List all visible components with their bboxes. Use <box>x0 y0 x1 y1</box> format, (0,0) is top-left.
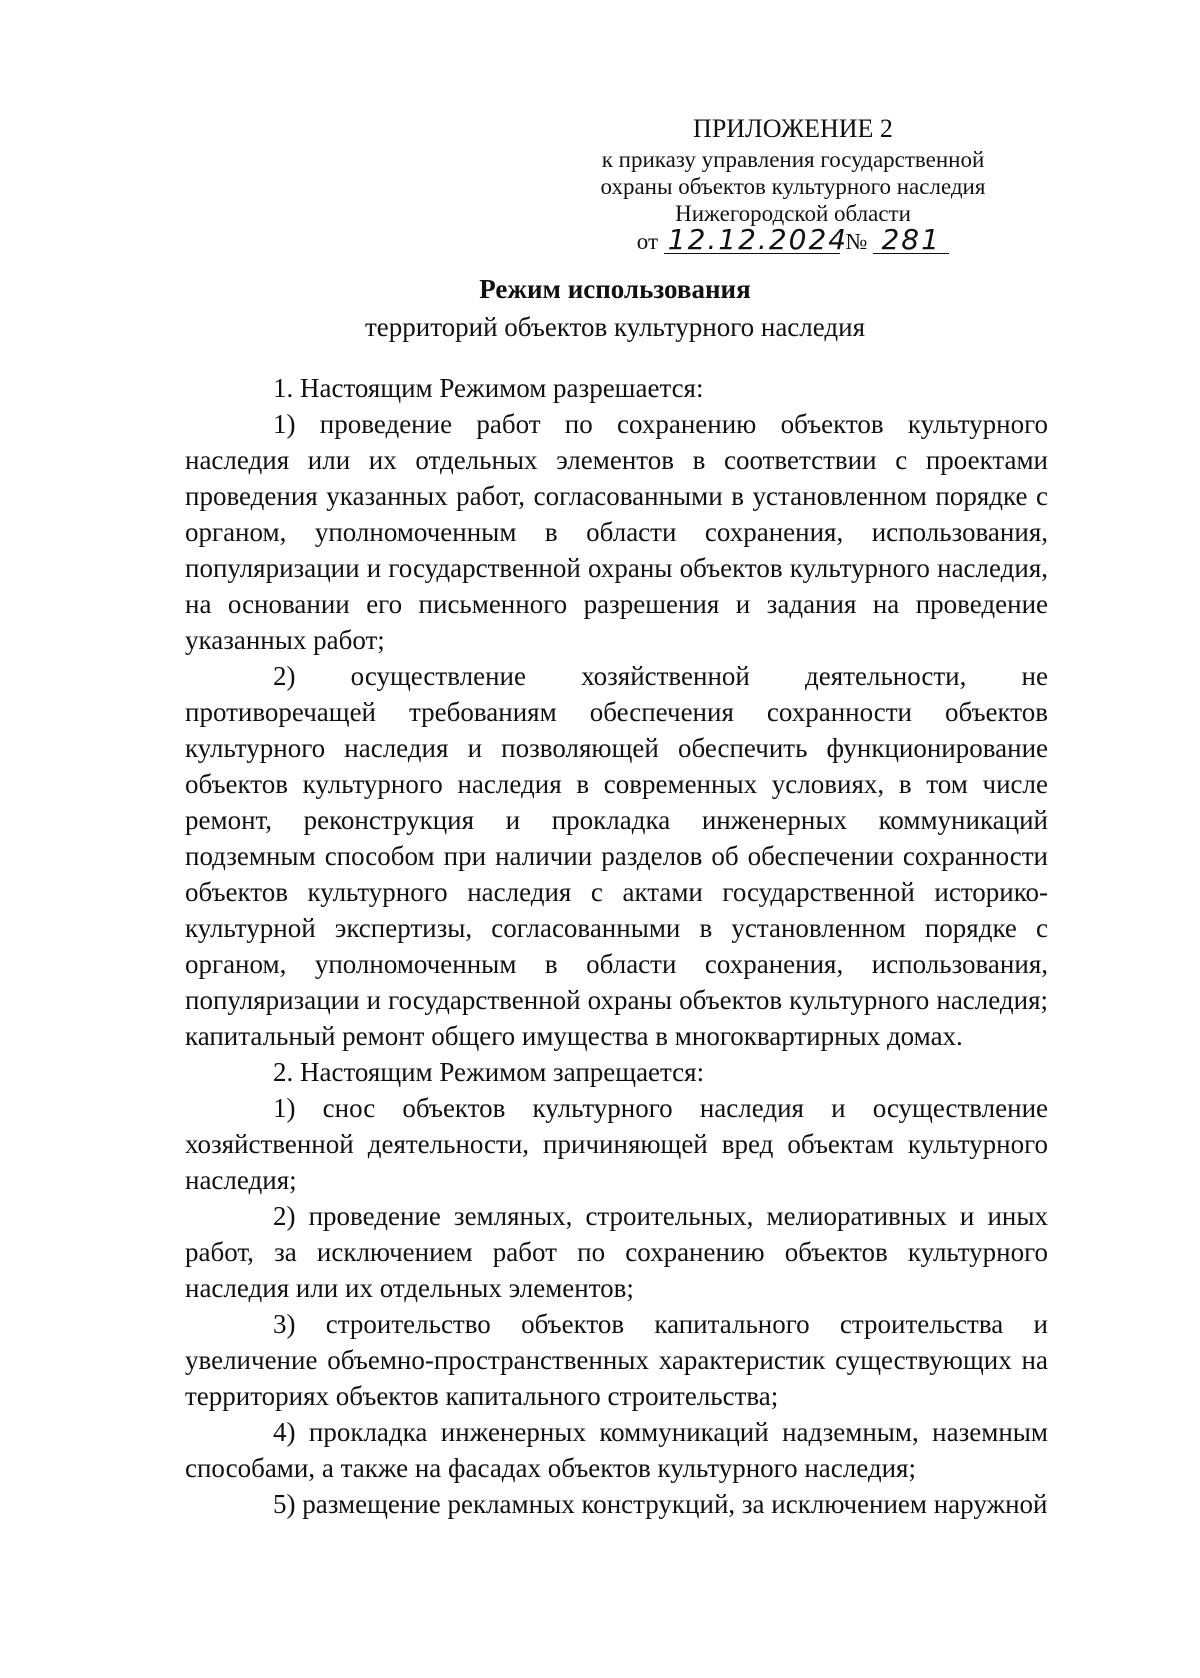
title-heading: Режим использования <box>479 274 751 304</box>
paragraph: 2) осуществление хозяйственной деятельности, не противоречащей требованиям обеспечения сохранности объектов культурного наследия и позволяющей обеспечить функционирование объектов культурного наследия в современных условиях, в том числе ремонт, реконструкция и прокладка инженерных коммуникаций подземным способом при наличии разделов об обеспечении сохранности объектов культурного наследия с актами государственной историко-культурной экспертизы, согласованными в установленном порядке с органом, уполномоченным в области сохранения, использования, популяризации и государственной охраны объектов культурного наследия; капитальный ремонт общего имущества в многоквартирных домах. <box>185 661 1048 1051</box>
paragraph: 4) прокладка инженерных коммуникаций надземным, наземным способами, а также на фасадах объектов культурного наследия; <box>185 1417 1048 1483</box>
appendix-line-2: охраны объектов культурного наследия <box>600 174 986 199</box>
document-title <box>180 270 1050 346</box>
appendix-line-3: Нижегородской области <box>675 201 911 226</box>
appendix-heading: ПРИЛОЖЕНИЕ 2 <box>693 114 893 143</box>
appendix-line-1: к приказу управления государственной <box>601 147 985 172</box>
handwritten-date: 12.12.2024 <box>664 227 840 254</box>
number-prefix: № <box>845 229 868 254</box>
document-body <box>185 370 1048 1522</box>
paragraph: 3) строительство объектов капитального строительства и увеличение объемно-пространственных характеристик существующих на территориях объектов капитального строительства; <box>185 1309 1048 1411</box>
paragraph: 2) проведение земляных, строительных, мелиоративных и иных работ, за исключением работ по сохранению объектов культурного наследия или их отдельных элементов; <box>185 1201 1048 1303</box>
paragraph: 2. Настоящим Режимом запрещается: <box>273 1057 705 1087</box>
appendix-block <box>560 112 1026 255</box>
handwritten-number: 281 <box>873 227 949 254</box>
paragraph: 1) снос объектов культурного наследия и осуществление хозяйственной деятельности, причиняющей вред объектам культурного наследия; <box>185 1093 1048 1195</box>
title-subtitle: территорий объектов культурного наследия <box>364 312 865 342</box>
paragraph: 5) размещение рекламных конструкций, за исключением наружной <box>273 1489 1048 1519</box>
date-number-line <box>560 223 1026 256</box>
date-prefix: от <box>636 229 659 254</box>
paragraph: 1. Настоящим Режимом разрешается: <box>273 373 704 403</box>
paragraph: 1) проведение работ по сохранению объектов культурного наследия или их отдельных элементов в соответствии с проектами проведения указанных работ, согласованными в установленном порядке с органом, уполномоченным в области сохранения, использования, популяризации и государственной охраны объектов культурного наследия, на основании его письменного разрешения и задания на проведение указанных работ; <box>185 409 1048 655</box>
